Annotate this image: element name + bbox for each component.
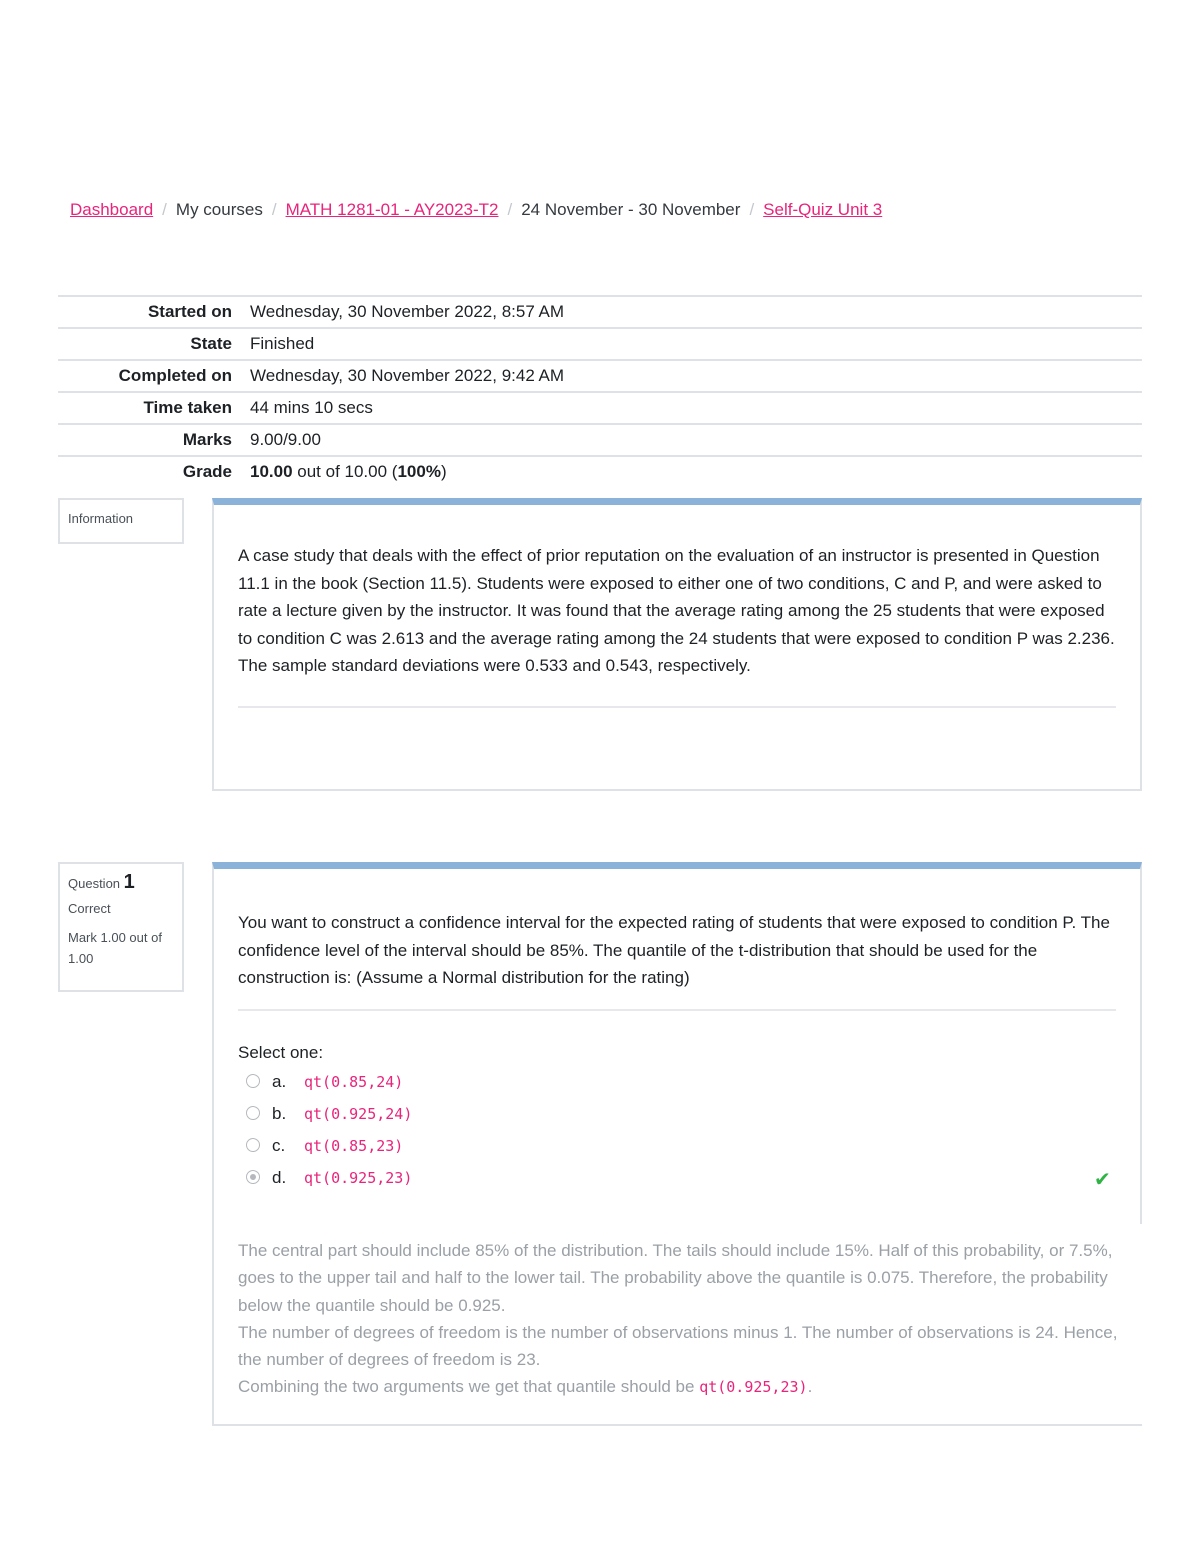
- answer-code: qt(0.925,23): [304, 1169, 413, 1187]
- question-card: [212, 862, 1142, 1224]
- answer-letter: b.: [272, 1104, 287, 1123]
- breadcrumb-week: 24 November - 30 November: [521, 200, 741, 219]
- breadcrumb-quiz-link[interactable]: Self-Quiz Unit 3: [763, 200, 883, 219]
- started-on-value: Wednesday, 30 November 2022, 8:57 AM: [250, 302, 565, 321]
- summary-row-state: [58, 328, 1142, 360]
- answer-code: qt(0.925,24): [304, 1105, 413, 1123]
- grade-percent: 100%: [397, 462, 441, 481]
- information-label: Information: [68, 511, 134, 526]
- breadcrumb-course-link[interactable]: MATH 1281-01 - AY2023-T2: [285, 200, 499, 219]
- radio-button[interactable]: [246, 1074, 260, 1088]
- grade-close: ): [440, 462, 447, 481]
- question-number: 1: [123, 871, 135, 893]
- select-one-prompt: Select one:: [238, 1042, 324, 1062]
- breadcrumb-separator: /: [271, 200, 277, 219]
- summary-row-time: [58, 392, 1142, 424]
- information-card: [212, 498, 1142, 791]
- time-taken-value: 44 mins 10 secs: [250, 398, 373, 417]
- answer-option-a[interactable]: [238, 1066, 1116, 1098]
- breadcrumb: [70, 200, 882, 220]
- quiz-summary-table: [58, 295, 1142, 487]
- answer-letter: a.: [272, 1072, 287, 1091]
- question-mark: Mark 1.00 out of 1.00: [68, 930, 162, 966]
- radio-button[interactable]: [246, 1138, 260, 1152]
- divider: [238, 706, 1116, 708]
- answer-letter: c.: [272, 1136, 286, 1155]
- grade-value: [241, 456, 1142, 487]
- breadcrumb-separator: /: [162, 200, 167, 219]
- information-text: A case study that deals with the effect of prior reputation on the evaluation of an instructor is presented in Question 11.1 in the book (Section 11.5). Students were exposed to either one of two conditions, C and P, and were asked to rate a lecture given by the instructor. It was found that the average rating among the 25 students that were exposed to condition C was 2.613 and the average rating among the 24 students that were exposed to condition P was 2.236. The sample standard deviations were 0.533 and 0.543, respectively.: [238, 546, 1115, 675]
- check-icon: ✔: [1094, 1169, 1111, 1191]
- answer-code: qt(0.85,23): [304, 1137, 404, 1155]
- feedback-code: qt(0.925,23): [699, 1378, 808, 1397]
- radio-button[interactable]: [246, 1106, 260, 1120]
- question-feedback: [212, 1222, 1142, 1426]
- feedback-end: .: [807, 1377, 813, 1397]
- answer-option-c[interactable]: [238, 1130, 1116, 1162]
- feedback-text: Combining the two arguments we get that quantile should be: [238, 1377, 700, 1397]
- answer-letter: d.: [272, 1168, 287, 1187]
- summary-row-started: [58, 296, 1142, 328]
- grade-out-of: out of 10.00 (: [292, 462, 398, 481]
- question-state: Correct: [68, 901, 111, 916]
- marks-label: Marks: [182, 430, 232, 449]
- feedback-paragraph-3: [238, 1373, 1118, 1401]
- answer-list: [238, 1066, 1116, 1194]
- summary-row-completed: [58, 360, 1142, 392]
- breadcrumb-my-courses: My courses: [175, 200, 263, 219]
- question-text: You want to construct a confidence interval for the expected rating of students that were exposed to condition P. The confidence level of the interval should be 85%. The quantile of the t-distribution that should be used for the construction is: (Assume a Normal distribution for the rating): [238, 913, 1110, 987]
- breadcrumb-separator: /: [507, 200, 513, 219]
- state-value: Finished: [250, 334, 315, 353]
- feedback-paragraph-1: The central part should include 85% of the distribution. The tails should include 15%. Half of this probability, or 7.5%, goes to the upper tail and half to the lower tail. The probability above the quantile is 0.075. Therefore, the probability below the quantile should be 0.925.: [238, 1241, 1113, 1315]
- divider: [238, 1009, 1116, 1011]
- started-on-label: Started on: [147, 302, 232, 321]
- grade-label: Grade: [182, 462, 232, 481]
- radio-button-selected[interactable]: [246, 1170, 260, 1184]
- answer-code: qt(0.85,24): [304, 1073, 404, 1091]
- breadcrumb-separator: /: [749, 200, 755, 219]
- marks-value: 9.00/9.00: [250, 430, 321, 449]
- summary-row-grade: [58, 456, 1142, 487]
- state-label: State: [190, 334, 232, 353]
- grade-score: 10.00: [250, 462, 293, 481]
- feedback-paragraph-2: The number of degrees of freedom is the number of observations minus 1. The number of observations is 24. Hence, the number of degrees of freedom is 23.: [238, 1322, 1118, 1370]
- question-label: Question: [68, 876, 121, 891]
- time-taken-label: Time taken: [143, 398, 232, 417]
- completed-on-label: Completed on: [118, 366, 232, 385]
- completed-on-value: Wednesday, 30 November 2022, 9:42 AM: [250, 366, 565, 385]
- answer-option-d[interactable]: [238, 1162, 1116, 1194]
- breadcrumb-dashboard-link[interactable]: Dashboard: [70, 200, 154, 219]
- question-info-box: [58, 862, 184, 992]
- summary-row-marks: [58, 424, 1142, 456]
- information-info-box: [58, 498, 184, 544]
- answer-option-b[interactable]: [238, 1098, 1116, 1130]
